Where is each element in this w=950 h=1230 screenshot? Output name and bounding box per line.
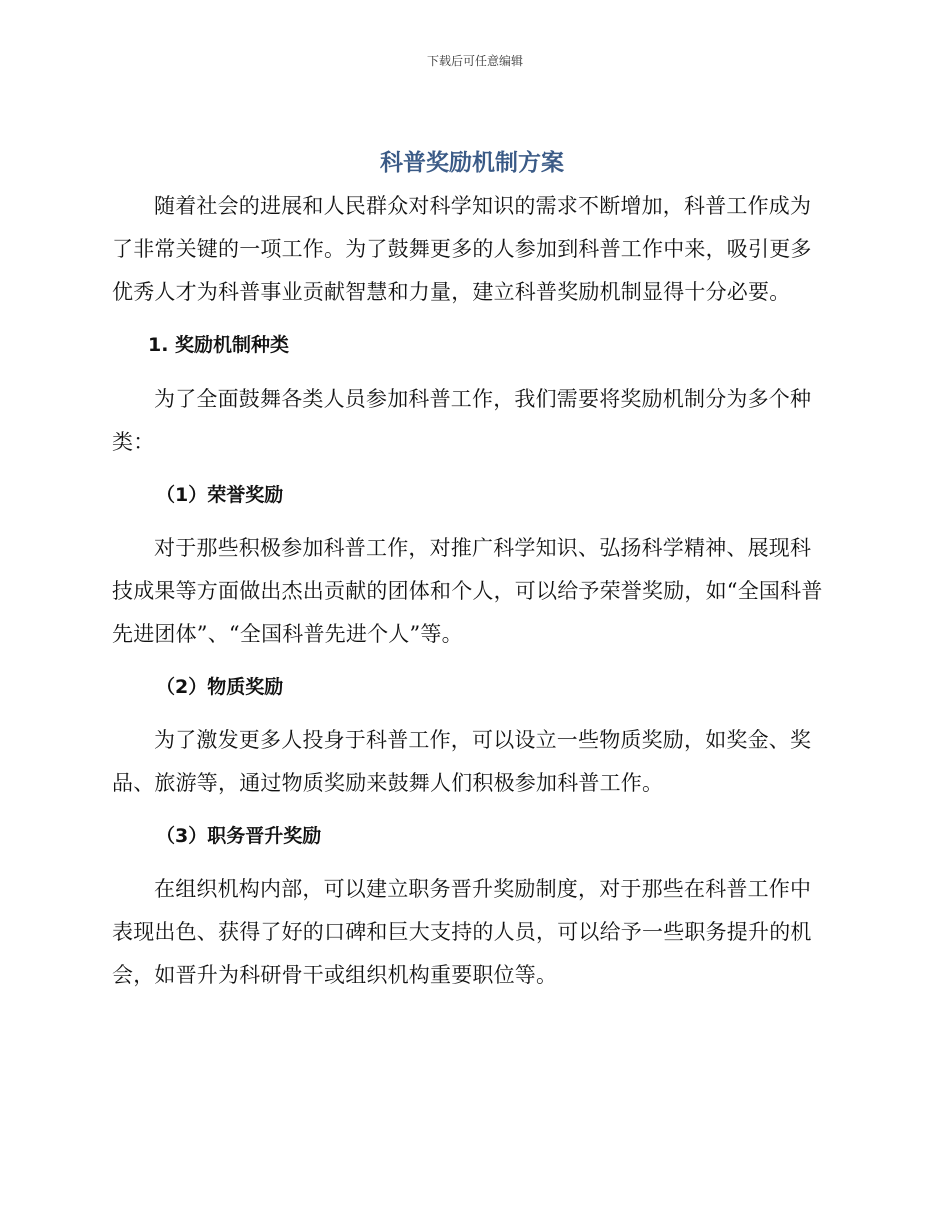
section-paragraph-reward-types: 为了全面鼓舞各类人员参加科普工作，我们需要将奖励机制分为多个种类： (112, 387, 812, 454)
page-header: 下载后可任意编辑 (426, 54, 523, 68)
subheading-promotion-reward: （3）职务晋升奖励 (156, 825, 322, 847)
section-heading-reward-types: 1. 奖励机制种类 (148, 334, 290, 356)
intro-paragraph: 随着社会的进展和人民群众对科学知识的需求不断增加，科普工作成为了非常关键的一项工作。为了鼓舞更多的人参加到科普工作中来，吸引更多优秀人才为科普事业贡献智慧和力量，建立科普奖励机制显得十分必要。 (112, 194, 812, 304)
paragraph-material-reward: 为了激发更多人投身于科普工作，可以设立一些物质奖励，如奖金、奖品、旅游等，通过物质奖励来鼓舞人们积极参加科普工作。 (112, 728, 812, 795)
subheading-material-reward: （2）物质奖励 (156, 676, 284, 698)
document-title: 科普奖励机制方案 (380, 150, 564, 176)
paragraph-promotion-reward: 在组织机构内部，可以建立职务晋升奖励制度，对于那些在科普工作中表现出色、获得了好的口碑和巨大支持的人员，可以给予一些职务提升的机会，如晋升为科研骨干或组织机构重要职位等。 (112, 877, 812, 987)
subheading-honor-reward: （1）荣誉奖励 (156, 484, 284, 506)
paragraph-honor-reward: 对于那些积极参加科普工作，对推广科学知识、弘扬科学精神、展现科技成果等方面做出杰出贡献的团体和个人，可以给予荣誉奖励，如“全国科普先进团体”、“全国科普先进个人”等。 (112, 536, 823, 646)
document-body (112, 145, 832, 997)
